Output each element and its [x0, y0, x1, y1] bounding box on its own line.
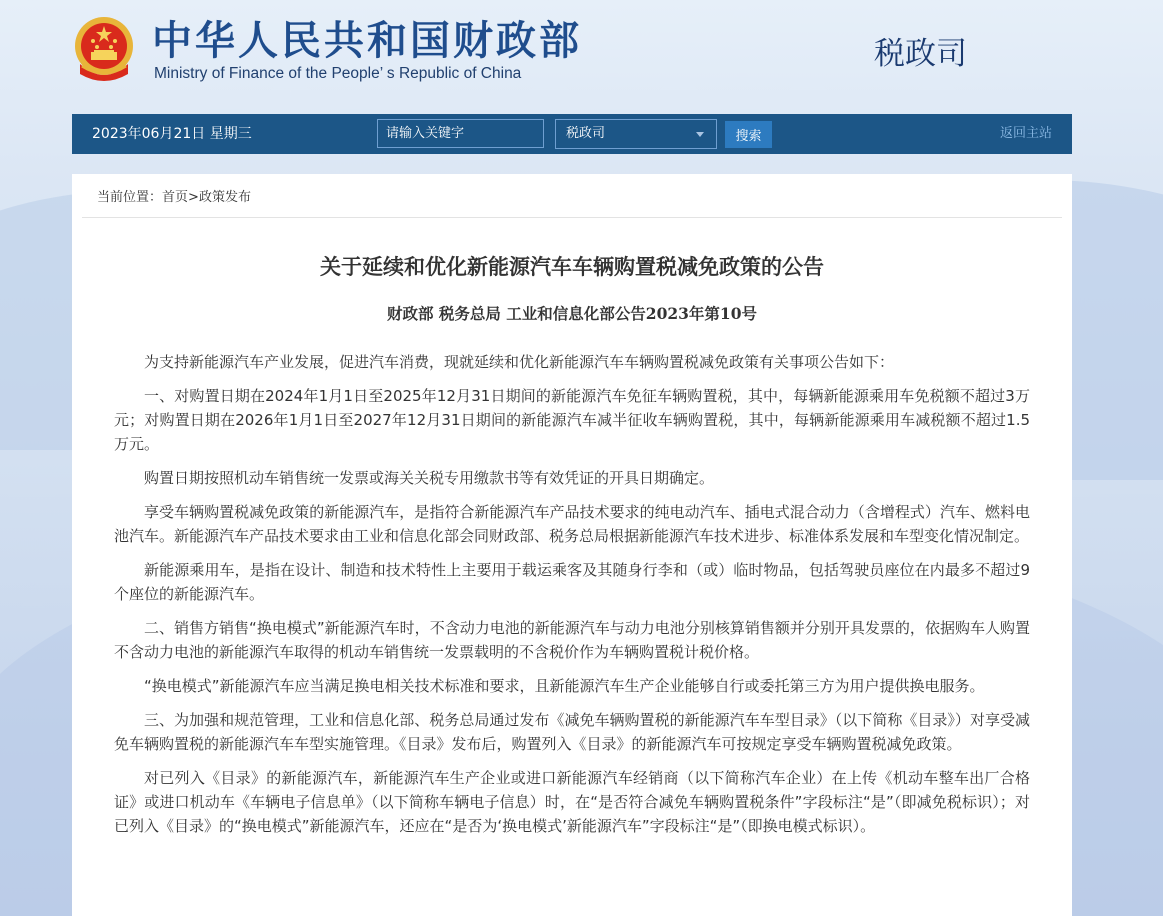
article-panel — [72, 174, 1072, 916]
article-paragraph: 享受车辆购置税减免政策的新能源汽车，是指符合新能源汽车产品技术要求的纯电动汽车、插电式混合动力（含增程式）汽车、燃料电池汽车。新能源汽车产品技术要求由工业和信息化部会同财政部、税务总局根据新能源汽车技术进步、标准体系发展和车型变化情况制定。 — [114, 503, 1030, 545]
article-paragraph: 为支持新能源汽车产业发展，促进汽车消费，现就延续和优化新能源汽车车辆购置税减免政策有关事项公告如下： — [144, 353, 895, 371]
department-select[interactable] — [555, 119, 717, 149]
site-logo-chinese[interactable]: 中华人民共和国财政部 — [152, 18, 582, 64]
article-body — [114, 350, 1030, 848]
current-date: 2023年06月21日 星期三 — [92, 126, 252, 142]
search-button[interactable]: 搜索 — [725, 121, 772, 148]
divider — [82, 217, 1062, 218]
search-input[interactable] — [377, 119, 544, 148]
breadcrumb-policy-release[interactable]: 政策发布 — [198, 190, 251, 205]
breadcrumb-home[interactable]: 首页 — [162, 190, 189, 205]
article-paragraph: 三、为加强和规范管理，工业和信息化部、税务总局通过发布《减免车辆购置税的新能源汽车车型目录》（以下简称《目录》）对享受减免车辆购置税的新能源汽车车型实施管理。《目录》发布后，购置列入《目录》的新能源汽车可按规定享受车辆购置税减免政策。 — [114, 711, 1030, 753]
department-title: 税政司 — [874, 36, 967, 72]
navigation-bar — [72, 114, 1072, 154]
department-select-value: 税政司 — [566, 126, 606, 141]
article-paragraph: “换电模式”新能源汽车应当满足换电相关技术标准和要求，且新能源汽车生产企业能够自行或委托第三方为用户提供换电服务。 — [144, 677, 985, 695]
site-header — [0, 0, 1163, 112]
breadcrumb — [97, 188, 251, 208]
return-home-link[interactable]: 返回主站 — [999, 126, 1052, 141]
article-paragraph: 购置日期按照机动车销售统一发票或海关关税专用缴款书等有效凭证的开具日期确定。 — [144, 469, 715, 487]
chevron-down-icon — [696, 132, 704, 137]
article-paragraph: 一、对购置日期在2024年1月1日至2025年12月31日期间的新能源汽车免征车辆购置税，其中，每辆新能源乘用车免税额不超过3万元；对购置日期在2026年1月1日至2027年12月31日期间的新能源汽车减半征收车辆购置税，其中，每辆新能源乘用车减税额不超过1.5万元。 — [114, 387, 1030, 453]
breadcrumb-separator: > — [188, 190, 199, 205]
breadcrumb-prefix: 当前位置： — [97, 190, 163, 205]
national-emblem-icon[interactable] — [72, 16, 136, 84]
article-title: 关于延续和优化新能源汽车车辆购置税减免政策的公告 — [320, 255, 824, 279]
article-paragraph: 新能源乘用车，是指在设计、制造和技术特性上主要用于载运乘客及其随身行李和（或）临时物品，包括驾驶员座位在内最多不超过9个座位的新能源汽车。 — [114, 561, 1030, 603]
article-paragraph: 对已列入《目录》的新能源汽车，新能源汽车生产企业或进口新能源汽车经销商（以下简称汽车企业）在上传《机动车整车出厂合格证》或进口机动车《车辆电子信息单》（以下简称车辆电子信息）时，在“是否符合减免车辆购置税条件”字段标注“是”（即减免税标识）；对已列入《目录》的“换电模式”新能源汽车，还应在“是否为‘换电模式’新能源汽车”字段标注“是”（即换电模式标识）。 — [114, 769, 1030, 835]
article-paragraph: 二、销售方销售“换电模式”新能源汽车时，不含动力电池的新能源汽车与动力电池分别核算销售额并分别开具发票的，依据购车人购置不含动力电池的新能源汽车取得的机动车销售统一发票载明的不含税价作为车辆购置税计税价格。 — [114, 619, 1030, 661]
article-subtitle: 财政部 税务总局 工业和信息化部公告2023年第10号 — [386, 304, 757, 323]
site-logo-english: Ministry of Finance of the People’ s Republic of China — [154, 65, 522, 82]
